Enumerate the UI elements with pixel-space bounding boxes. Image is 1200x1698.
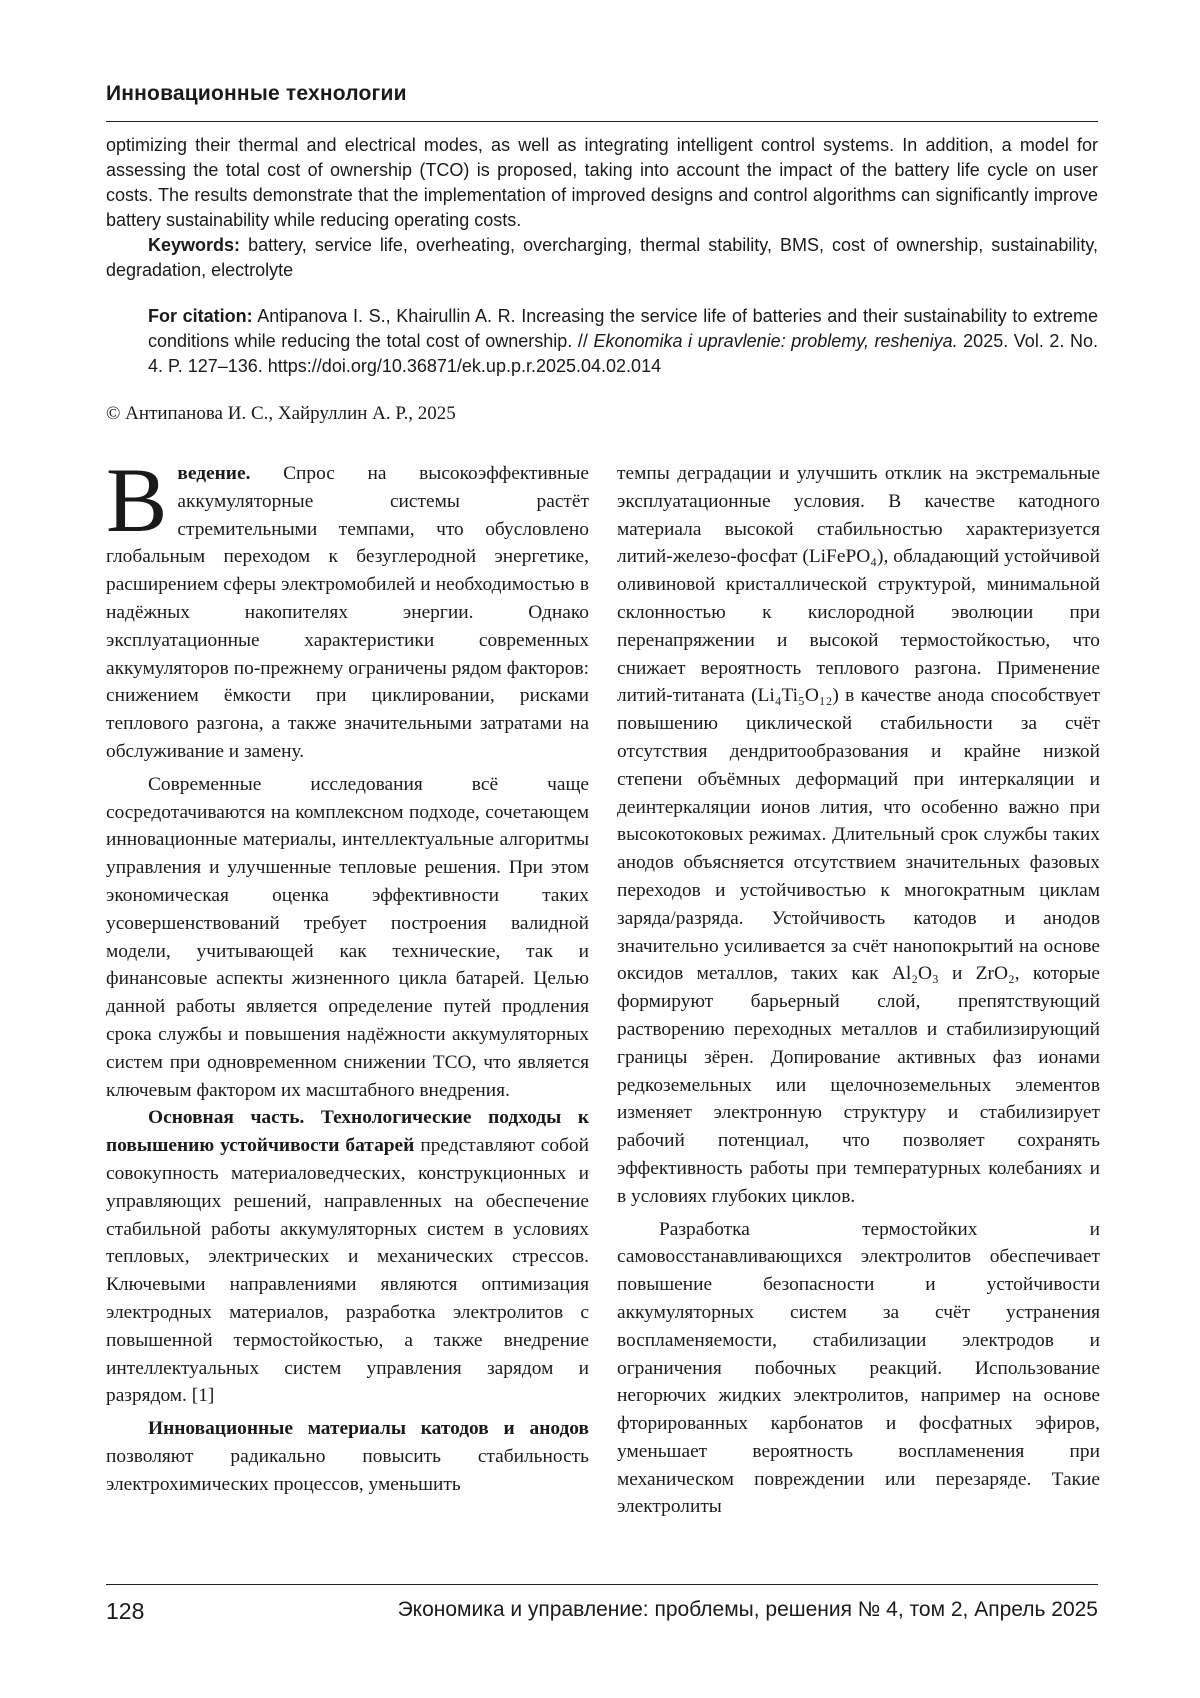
materials-text: позволяют радикально повысить стабильность электрохимических процессов, уменьшить <box>106 1445 589 1495</box>
section-title: Инновационные технологии <box>106 82 407 105</box>
materials-continued-paragraph: темпы деградации и улучшить отклик на экстремальные эксплуатационные условия. В качестве катодного материала высокой стабильностью характеризуется литий-железо-фосфат (LiFePO₄), обладающий устойчивой оливиновой кристаллической структурой, минимальной склонностью к кислородной эволюции при перенапряжении и высокой термостойкостью, что снижает вероятность теплового разгона. Применение литий-титаната (Li₄Ti₅O₁₂) в качестве анода способствует повышению циклической стабильности за счёт отсутствия дендритообразования и крайне низкой степени объёмных деформаций при интеркаляции и деинтеркаляции ионов лития, что особенно важно при высокотоковых режимах. Длительный срок службы таких анодов объясняется отсутствием значительных фазовых переходов и устойчивостью к многократным циклам заряда/разряда. Устойчивость катодов и анодов значительно усиливается за счёт нанопокрытий на основе оксидов металлов, таких как Al₂O₃ и ZrO₂, которые формируют барьерный слой, препятствующий растворению переходных металлов и стабилизирующий границы зёрен. Допирование активных фаз ионами редкоземельных или щелочноземельных элементов изменяет электронную структуру и стабилизирует рабочий потенциал, что позволяет сохранять эффективность работы при температурных колебаниях и в условиях глубоких циклов. <box>617 463 1100 1207</box>
left-column <box>106 449 589 1498</box>
citation-label: For citation: <box>148 306 253 326</box>
journal-issue: Экономика и управление: проблемы, решения № 4, том 2, Апрель 2025 <box>397 1598 1098 1621</box>
intro-text: Спрос на высокоэффективные аккумуляторные системы растёт стремительными темпами, что обусловлено глобальным переходом к безуглеродной энергетике, расширением сферы электромобилей и необходимостью в надёжных накопителях энергии. Однако эксплуатационные характеристики современных аккумуляторов по-прежнему ограничены рядом факторов: снижением ёмкости при циклировании, рисками теплового разгона, а также значительными затратами на обслуживание и замену. <box>106 463 589 762</box>
main-part-text: представляют собой совокупность материаловедческих, конструкционных и управляющих решений, направленных на обеспечение стабильной работы аккумуляторных систем в условиях тепловых, электрических и механических стрессов. Ключевыми направлениями являются оптимизация электродных материалов, разработка электролитов с повышенной термостойкостью, а также внедрение интеллектуальных систем управления зарядом и разрядом. [1] <box>106 1135 589 1407</box>
intro-heading: ведение. <box>177 463 251 484</box>
materials-heading: Инновационные материалы катодов и анодов <box>148 1418 589 1440</box>
right-column <box>617 460 1100 1521</box>
header-rule <box>106 121 1098 122</box>
abstract-block <box>106 133 1098 283</box>
electrolyte-paragraph: Разработка термостойких и самовосстанавливающихся электролитов обеспечивает повышение безопасности и устойчивости аккумуляторных систем за счёт устранения воспламеняемости, стабилизации электродов и ограничения побочных реакций. Использование негорючих жидких электролитов, например на основе фторированных карбонатов и фосфатных эфиров, уменьшает вероятность воспламенения при механическом повреждении или перезаряде. Такие электролиты <box>617 1218 1100 1518</box>
keywords-text: battery, service life, overheating, overcharging, thermal stability, BMS, cost of ownership, sustainability, degradation, electrolyte <box>106 235 1098 280</box>
intro-paragraph <box>106 449 589 766</box>
citation-details: 2025. Vol. 2. No. 4. P. 127–136. https://doi.org/10.36871/ek.up.p.r.2025.04.02.014 <box>148 331 1098 376</box>
citation-journal: Ekonomika i upravlenie: problemy, resheniya. <box>593 331 958 351</box>
main-part-heading: Основная часть. Технологические подходы к повышению устойчивости батарей <box>106 1107 589 1157</box>
abstract-text: optimizing their thermal and electrical modes, as well as integrating intelligent control systems. In addition, a model for assessing the total cost of ownership (TCO) is proposed, taking into account the impact of the battery life cycle on user costs. The results demonstrate that the implementation of improved designs and control algorithms can significantly improve battery sustainability while reducing operating costs. <box>106 135 1098 230</box>
drop-cap: В <box>106 449 168 551</box>
keywords-line <box>106 233 1098 283</box>
footer-rule <box>106 1584 1098 1585</box>
materials-paragraph <box>106 1415 589 1498</box>
citation-authors-title: Antipanova I. S., Khairullin A. R. Increasing the service life of batteries and their sustainability to extreme conditions while reducing the total cost of ownership. // <box>148 306 1098 351</box>
main-part-paragraph <box>106 1104 589 1410</box>
citation-block <box>148 304 1098 379</box>
keywords-label: Keywords: <box>148 235 241 255</box>
copyright-line: © Антипанова И. С., Хайруллин А. Р., 2025 <box>106 403 456 424</box>
research-paragraph: Современные исследования всё чаще сосредотачиваются на комплексном подходе, сочетающем инновационные материалы, интеллектуальные алгоритмы управления и улучшенные тепловые решения. При этом экономическая оценка эффективности таких усовершенствований требует построения валидной модели, учитывающей как технические, так и финансовые аспекты жизненного цикла батарей. Целью данной работы является определение путей продления срока службы и повышения надёжности аккумуляторных систем при одновременном снижении TCO, что является ключевым фактором их масштабного внедрения. <box>106 773 589 1101</box>
page-number: 128 <box>106 1598 145 1624</box>
